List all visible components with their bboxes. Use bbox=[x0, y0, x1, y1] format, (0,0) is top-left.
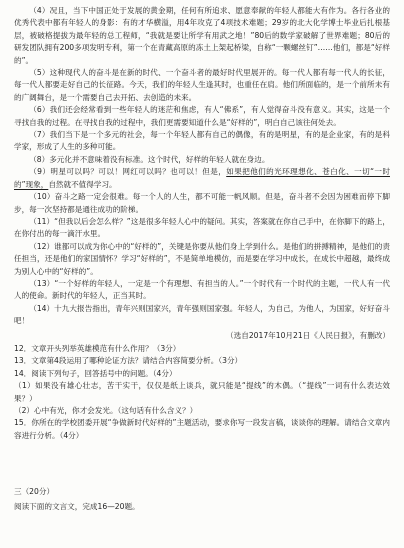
section-instruction: 阅读下面的文言文，完成16—20题。 bbox=[14, 501, 140, 511]
question-15: 15．你所在的学校团委开展“争做新时代好样的”主题活动，要求你写一段发言稿，谈谈你的理解。请结合文章内容进行分析。（4分） bbox=[14, 418, 390, 440]
section-heading: 三（20分） bbox=[14, 487, 55, 497]
article-body bbox=[14, 5, 390, 342]
paragraph-9-underlined-sentence: 如果把他们的光环理想化、苍白化、一切“一时的”现象， bbox=[14, 167, 390, 189]
question-13: 13．文章第4段运用了哪种论证方法？请结合内容简要分析。（3分） bbox=[14, 356, 243, 366]
question-14: 14．阅读下列句子，回答括号中的问题。（4分） bbox=[14, 368, 177, 378]
article-source: （选自2017年10月21日《人民日报》，有删改） bbox=[226, 330, 390, 340]
paragraph-13: （13）“一个好样的年轻人，一定是一个有理想、有担当的人。”一个时代有一个时代的主题，一代人有一代人的使命。新时代的年轻人，正当其时。 bbox=[14, 278, 390, 301]
paragraph-9-after: 自然就不值得学习。 bbox=[48, 179, 117, 189]
paragraph-12: （12）谁都可以成为你心中的“好样的”，关键是你要从他们身上学到什么。是他们的拼搏精神，是他们的责任担当，还是他们的家国情怀？学习“好样的”，不是简单地模仿，而是要在学习中成长，在成长中超越，最终成为别人心中的“好样的”。 bbox=[14, 241, 390, 276]
question-12: 12．文章开头列举英雄模范有什么作用？（3分） bbox=[14, 343, 181, 353]
paragraph-10: （10）奋斗之路一定会很难。每一个人的人生，都不可能一帆风顺。但是，奋斗者不会因为困难而停下脚步，每一次坚持都是通往成功的阶梯。 bbox=[14, 192, 390, 214]
paragraph-9-text: （9）明星可以吗？可以！网红可以吗？也可以！但是， bbox=[29, 167, 227, 177]
paragraph-11: （11）“但我以后会怎么样？”这是很多年轻人心中的疑问。其实，答案就在你自己手中，在你脚下的路上，在你付出的每一滴汗水里。 bbox=[14, 216, 390, 239]
paragraph-9 bbox=[14, 166, 390, 191]
paragraph-4: （4）况且，当下中国正处于发展的黄金期，任何有所追求、愿意奉献的年轻人都能大有作为。各行各业的优秀代表中都有年轻人的身影：有的才华横溢，用4年攻克了4项技术难题；29岁的北大化学博士毕业后扎根基层，被破格提拔为最年轻的总工程师，“我就是要让所学有用武之地！”80后的数学家破解了世界难题；80后的研发团队拥有200多项发明专利，第一个在青藏高原的冻土上架起桥梁，自称“一颗螺丝钉”……他们，都是“好样的”。 bbox=[14, 6, 390, 65]
paragraph-7: （7）我们当下是一个多元的社会，每一个年轻人都有自己的偶像，有的是明星，有的是企业家，有的是科学家，形成了人生的多种可能。 bbox=[14, 130, 390, 152]
paragraph-5: （5）这种现代人的奋斗是在新的时代、一个奋斗者的最好时代里展开的。每一代人都有每一代人的长征，每一代人都要走好自己的长征路。今天，我们的年轻人生逢其时，也重任在肩。他们所面临的，是一个前所未有的广阔舞台，是一个需要自己去开拓、去创造的未来。 bbox=[14, 68, 390, 102]
paragraph-8: （8）多元化并不意味着没有标准。这个时代，好样的年轻人就在身边。 bbox=[29, 154, 270, 164]
question-14-part-1: （1）如果没有雄心壮志，苦干实干，仅仅是纸上谈兵，就只能是“提线”的木偶。（“提线”一词有什么表达效果？） bbox=[14, 381, 390, 403]
paragraph-6: （6）我们还会经常看到一些年轻人的迷茫和焦虑，有人“佛系”，有人觉得奋斗没有意义。其实，这是一个寻找自我的过程。在寻找自我的过程中，我们更需要知道什么是“好样的”，明白自己该往何处去。 bbox=[14, 105, 390, 127]
paragraph-14: （14）十九大报告指出，青年兴则国家兴，青年强则国家强。年轻人，为自己，为他人，为国家，好好奋斗吧！ bbox=[14, 303, 390, 326]
questions bbox=[14, 343, 390, 442]
question-14-part-2: （2）心中有光，你才会发光。（这句话有什么含义？） bbox=[14, 406, 198, 415]
